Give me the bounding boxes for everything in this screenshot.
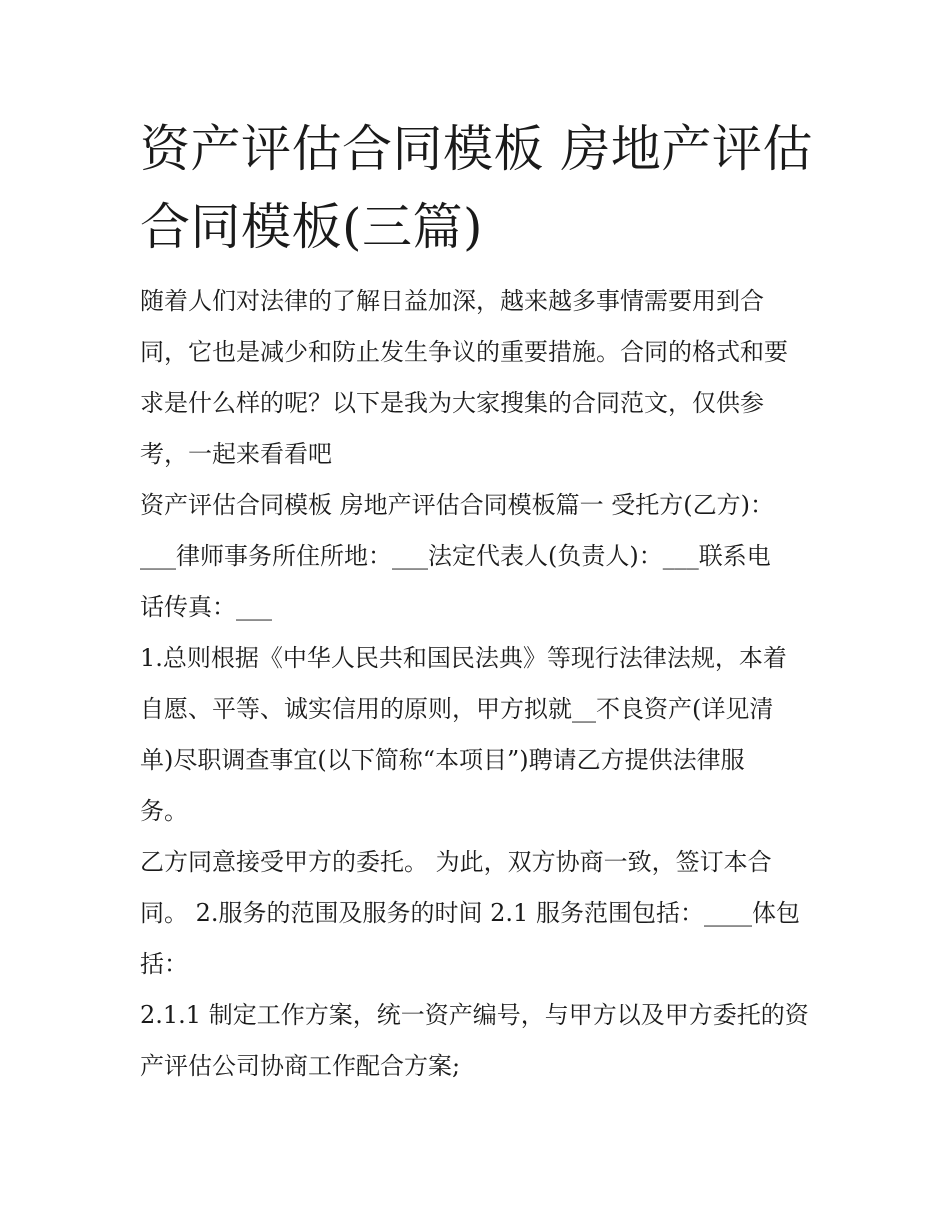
title-line: 合同模板(三篇) [140,198,484,256]
body-line: 同。 2.服务的范围及服务的时间 2.1 服务范围包括：____体包 [140,899,800,927]
body-line: 括： [140,950,188,978]
document-title [140,110,820,266]
document-body [140,276,830,1092]
body-line: 话传真：___ [140,593,272,621]
body-line: 自愿、平等、诚实信用的原则，甲方拟就__不良资产(详见清 [140,695,774,723]
body-line: 求是什么样的呢？以下是我为大家搜集的合同范文，仅供参 [140,389,764,417]
body-line: 考，一起来看看吧 [140,440,332,468]
body-line: 单)尽职调查事宜(以下简称“本项目”)聘请乙方提供法律服 [140,746,745,774]
title-line: 资产评估合同模板 房地产评估 [140,120,813,178]
body-line: 1.总则根据《中华人民共和国民法典》等现行法律法规，本着 [140,644,787,672]
body-line: 乙方同意接受甲方的委托。 为此，双方协商一致，签订本合 [140,848,772,876]
body-line: 2.1.1 制定工作方案，统一资产编号，与甲方以及甲方委托的资 [140,1001,809,1029]
body-line: 同，它也是减少和防止发生争议的重要措施。合同的格式和要 [140,338,788,366]
body-line: 务。 [140,797,188,825]
body-line: 产评估公司协商工作配合方案; [140,1052,461,1080]
body-line: ___律师事务所住所地：___法定代表人(负责人)：___联系电 [140,542,771,570]
body-line: 随着人们对法律的了解日益加深，越来越多事情需要用到合 [140,287,764,315]
body-line: 资产评估合同模板 房地产评估合同模板篇一 受托方(乙方)： [140,491,774,519]
